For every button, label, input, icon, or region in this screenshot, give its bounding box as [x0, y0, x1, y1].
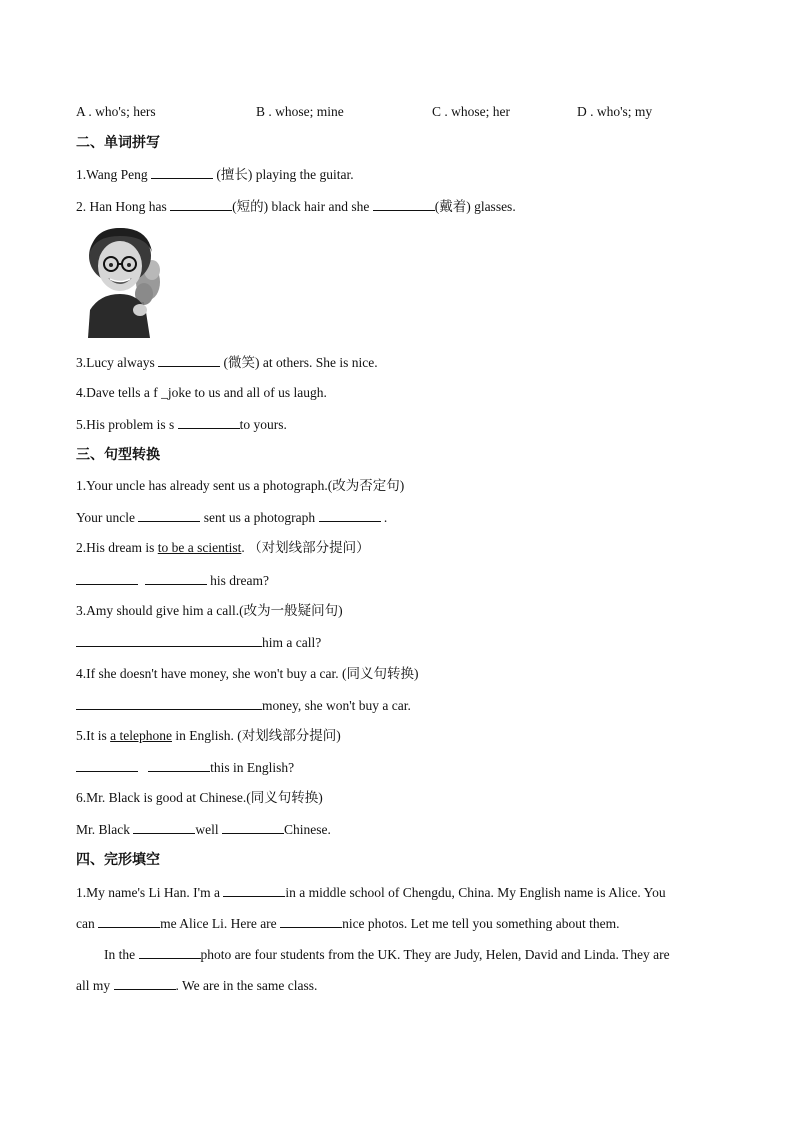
answer-blank[interactable]: [178, 416, 240, 429]
answer-blank[interactable]: [139, 946, 201, 959]
transform-q6-answer: Mr. Black well Chinese.: [76, 822, 331, 837]
answer-blank[interactable]: [76, 634, 262, 647]
answer-blank[interactable]: [133, 821, 195, 834]
answer-blank[interactable]: [319, 509, 381, 522]
transform-q4-answer: money, she won't buy a car.: [76, 697, 411, 714]
spelling-q3: 3.Lucy always (微笑) at others. She is nice.: [76, 355, 378, 370]
answer-blank[interactable]: [158, 354, 220, 367]
spelling-q4: 4.Dave tells a f _joke to us and all of us laugh.: [76, 385, 327, 400]
underlined-phrase: a telephone: [110, 728, 172, 743]
transform-q2-answer: his dream?: [76, 572, 269, 589]
transform-q3-answer: him a call?: [76, 634, 321, 651]
answer-blank[interactable]: [114, 977, 176, 990]
answer-blank[interactable]: [170, 198, 232, 211]
spelling-q1: 1.Wang Peng (擅长) playing the guitar.: [76, 167, 354, 182]
answer-blank[interactable]: [151, 166, 213, 179]
transform-q5-answer: this in English?: [76, 759, 294, 776]
cloze-line-2: can me Alice Li. Here are nice photos. Let me tell you something about them.: [76, 916, 620, 931]
answer-blank[interactable]: [145, 572, 207, 585]
section-heading-transform: 三、句型转换: [76, 447, 160, 463]
woman-with-glasses-image: [80, 222, 162, 338]
option-a: A . who's; hers: [76, 104, 156, 119]
transform-q4: 4.If she doesn't have money, she won't buy a car. (同义句转换): [76, 666, 419, 681]
answer-blank[interactable]: [76, 759, 138, 772]
answer-blank[interactable]: [138, 509, 200, 522]
section-heading-cloze: 四、完形填空: [76, 852, 160, 868]
transform-q5: 5.It is a telephone in English. (对划线部分提问): [76, 728, 341, 743]
answer-blank[interactable]: [148, 759, 210, 772]
option-b: B . whose; mine: [256, 104, 344, 119]
section-heading-spelling: 二、单词拼写: [76, 135, 160, 151]
spelling-q2: 2. Han Hong has (短的) black hair and she (戴着) glasses.: [76, 199, 516, 214]
cloze-line-1: 1.My name's Li Han. I'm a in a middle school of Chengdu, China. My English name is Alice. You: [76, 885, 666, 900]
answer-blank[interactable]: [280, 915, 342, 928]
underlined-phrase: to be a scientist: [157, 540, 242, 555]
transform-q6: 6.Mr. Black is good at Chinese.(同义句转换): [76, 790, 323, 805]
answer-blank[interactable]: [373, 198, 435, 211]
option-d: D . who's; my: [577, 104, 653, 119]
answer-blank[interactable]: [98, 915, 160, 928]
cloze-line-3: In the photo are four students from the UK. They are Judy, Helen, David and Linda. They are: [104, 947, 670, 962]
answer-blank[interactable]: [76, 697, 262, 710]
cloze-line-4: all my . We are in the same class.: [76, 978, 318, 993]
spelling-q5: 5.His problem is s to yours.: [76, 417, 287, 432]
transform-q1: 1.Your uncle has already sent us a photograph.(改为否定句): [76, 478, 405, 493]
answer-blank[interactable]: [76, 572, 138, 585]
answer-blank[interactable]: [223, 884, 285, 897]
transform-q3: 3.Amy should give him a call.(改为一般疑问句): [76, 603, 343, 618]
option-c: C . whose; her: [432, 104, 510, 119]
answer-blank[interactable]: [222, 821, 284, 834]
transform-q2: 2.His dream is to be a scientist. （对划线部分提问）: [76, 540, 370, 555]
transform-q1-answer: Your uncle sent us a photograph .: [76, 510, 388, 525]
